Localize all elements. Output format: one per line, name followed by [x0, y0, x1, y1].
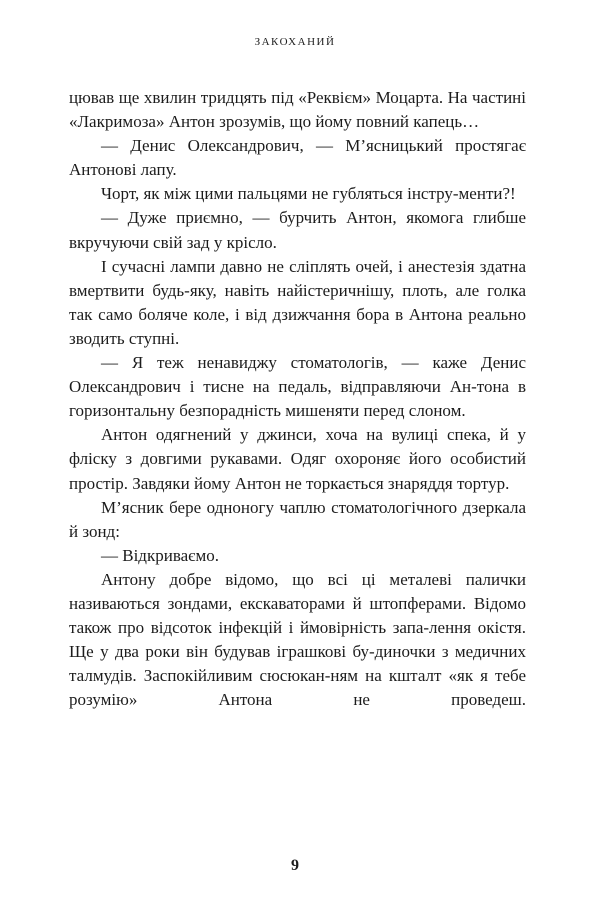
paragraph-9: — Відкриваємо. — [101, 545, 219, 565]
paragraph-7: Антон одягнений у джинси, хоча на вулиці спека, й у фліску з довгими рукавами. Одяг охороняє його особистий простір. Завдяки йому Антон не торкається знаряддя тортур. — [69, 425, 526, 493]
paragraph-6: — Я теж ненавиджу стоматологів, — каже Денис Олександрович і тисне на педаль, відправляючи Ан-тона в горизонтальну безпорадність мишеняти перед слоном. — [69, 353, 526, 421]
paragraph-4: — Дуже приємно, — бурчить Антон, якомога глибше вкручуючи свій зад у крісло. — [69, 208, 526, 252]
paragraph-8: М’ясник бере одноногу чаплю стоматологічного дзеркала й зонд: — [69, 497, 526, 541]
body-text — [69, 86, 526, 712]
paragraph-3: Чорт, як між цими пальцями не губляться інстру-менти?! — [101, 184, 516, 204]
paragraph-2: — Денис Олександрович, — М’ясницький простягає Антонові лапу. — [69, 136, 526, 180]
page-number: 9 — [291, 857, 299, 874]
running-head: ЗАКОХАНИЙ — [254, 36, 336, 48]
paragraph-1: цював ще хвилин тридцять під «Реквієм» Моцарта. На частині «Лакримоза» Антон зрозумів, що йому повний капець… — [69, 88, 526, 132]
paragraph-10: Антону добре відомо, що всі ці металеві палички називаються зондами, екскаваторами й штопферами. Відомо також про відсоток інфекцій і ймовірність запа-лення окістя. Ще у два роки він будував іграшкові бу-диночки з медичних талмудів. Заспокійливим сюсюкан-ням на кшталт «як я тебе розумію» Антона не проведеш. — [69, 569, 526, 710]
paragraph-5: І сучасні лампи давно не сліплять очей, і анестезія здатна вмертвити будь-яку, навіть найістеричнішу, плоть, але голка так само боляче коле, і від дзижчання бора в Антона реально зводить ступні. — [69, 256, 526, 348]
